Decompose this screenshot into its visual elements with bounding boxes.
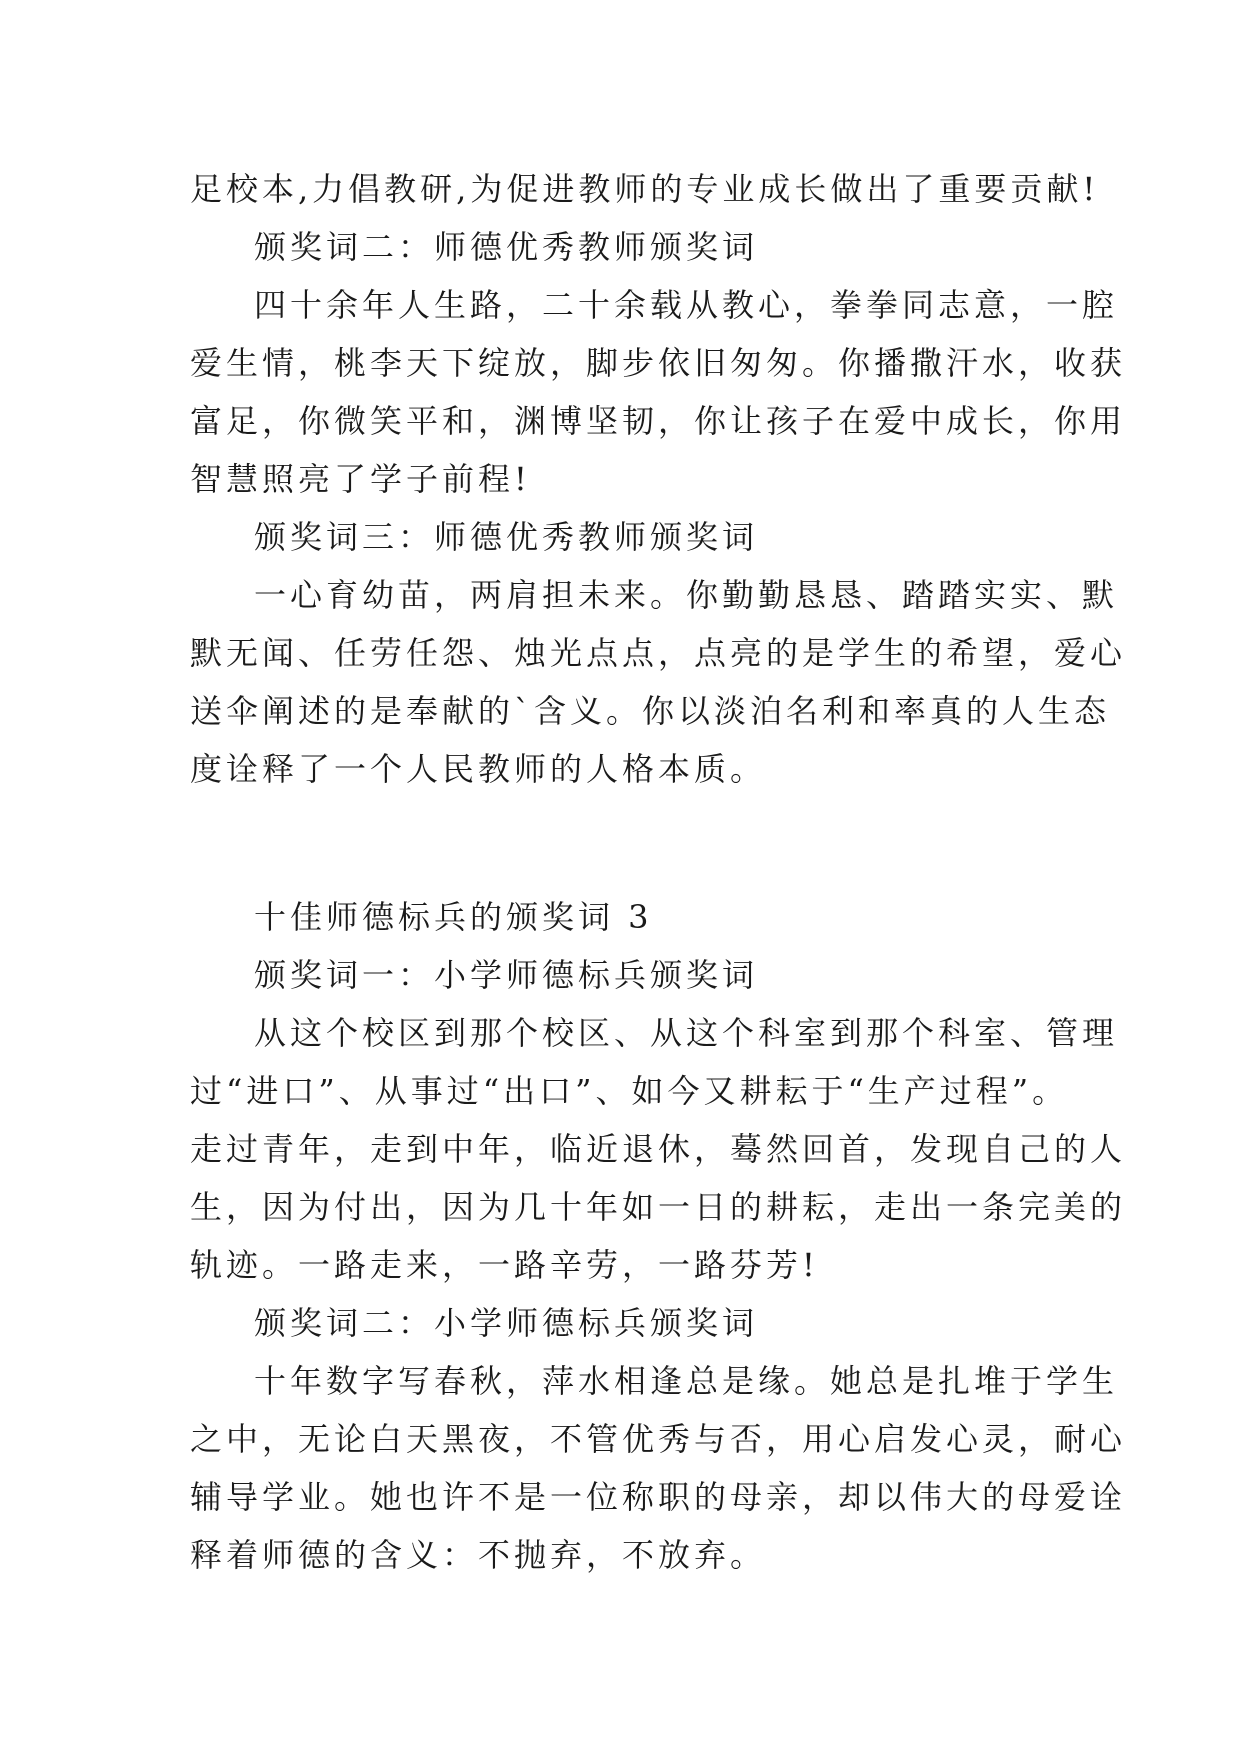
paragraph-line: 度诠释了一个人民教师的人格本质。	[190, 750, 767, 788]
paragraph-line: 十年数字写春秋，萍水相逢总是缘。她总是扎堆于学生	[254, 1362, 1119, 1400]
award-heading: 颁奖词二：师德优秀教师颁奖词	[254, 228, 759, 266]
paragraph-line: 一心育幼苗，两肩担未来。你勤勤恳恳、踏踏实实、默	[254, 576, 1119, 614]
paragraph-line: 四十余年人生路，二十余载从教心，拳拳同志意，一腔	[254, 286, 1119, 324]
award-heading: 颁奖词二：小学师德标兵颁奖词	[254, 1304, 759, 1342]
paragraph-line: 爱生情，桃李天下绽放，脚步依旧匆匆。你播撒汗水，收获	[190, 344, 1127, 382]
paragraph-line: 过“进口”、从事过“出口”、如今又耕耘于“生产过程”。	[190, 1072, 1069, 1110]
paragraph-line: 之中，无论白天黑夜，不管优秀与否，用心启发心灵，耐心	[190, 1420, 1127, 1458]
paragraph-line: 轨迹。一路走来，一路辛劳，一路芬芳!	[190, 1246, 819, 1284]
paragraph-line: 富足，你微笑平和，渊博坚韧，你让孩子在爱中成长，你用	[190, 402, 1127, 440]
paragraph-line: 生，因为付出，因为几十年如一日的耕耘，走出一条完美的	[190, 1188, 1127, 1226]
paragraph-line: 释着师德的含义：不抛弃，不放弃。	[190, 1536, 767, 1574]
paragraph-line: 走过青年，走到中年，临近退休，蓦然回首，发现自己的人	[190, 1130, 1127, 1168]
section-title: 十佳师德标兵的颁奖词 3	[254, 898, 653, 936]
paragraph-line: 送伞阐述的是奉献的`含义。你以淡泊名利和率真的人生态	[190, 692, 1111, 730]
award-heading: 颁奖词三：师德优秀教师颁奖词	[254, 518, 759, 556]
paragraph-line: 默无闻、任劳任怨、烛光点点，点亮的是学生的希望，爱心	[190, 634, 1127, 672]
paragraph-line: 从这个校区到那个校区、从这个科室到那个科室、管理	[254, 1014, 1119, 1052]
paragraph-line: 辅导学业。她也许不是一位称职的母亲，却以伟大的母爱诠	[190, 1478, 1127, 1516]
paragraph-line: 智慧照亮了学子前程!	[190, 460, 531, 498]
document-page	[190, 160, 1127, 1584]
award-heading: 颁奖词一：小学师德标兵颁奖词	[254, 956, 759, 994]
paragraph-line: 足校本,力倡教研,为促进教师的专业成长做出了重要贡献!	[190, 170, 1100, 208]
section-gap	[190, 798, 1052, 888]
